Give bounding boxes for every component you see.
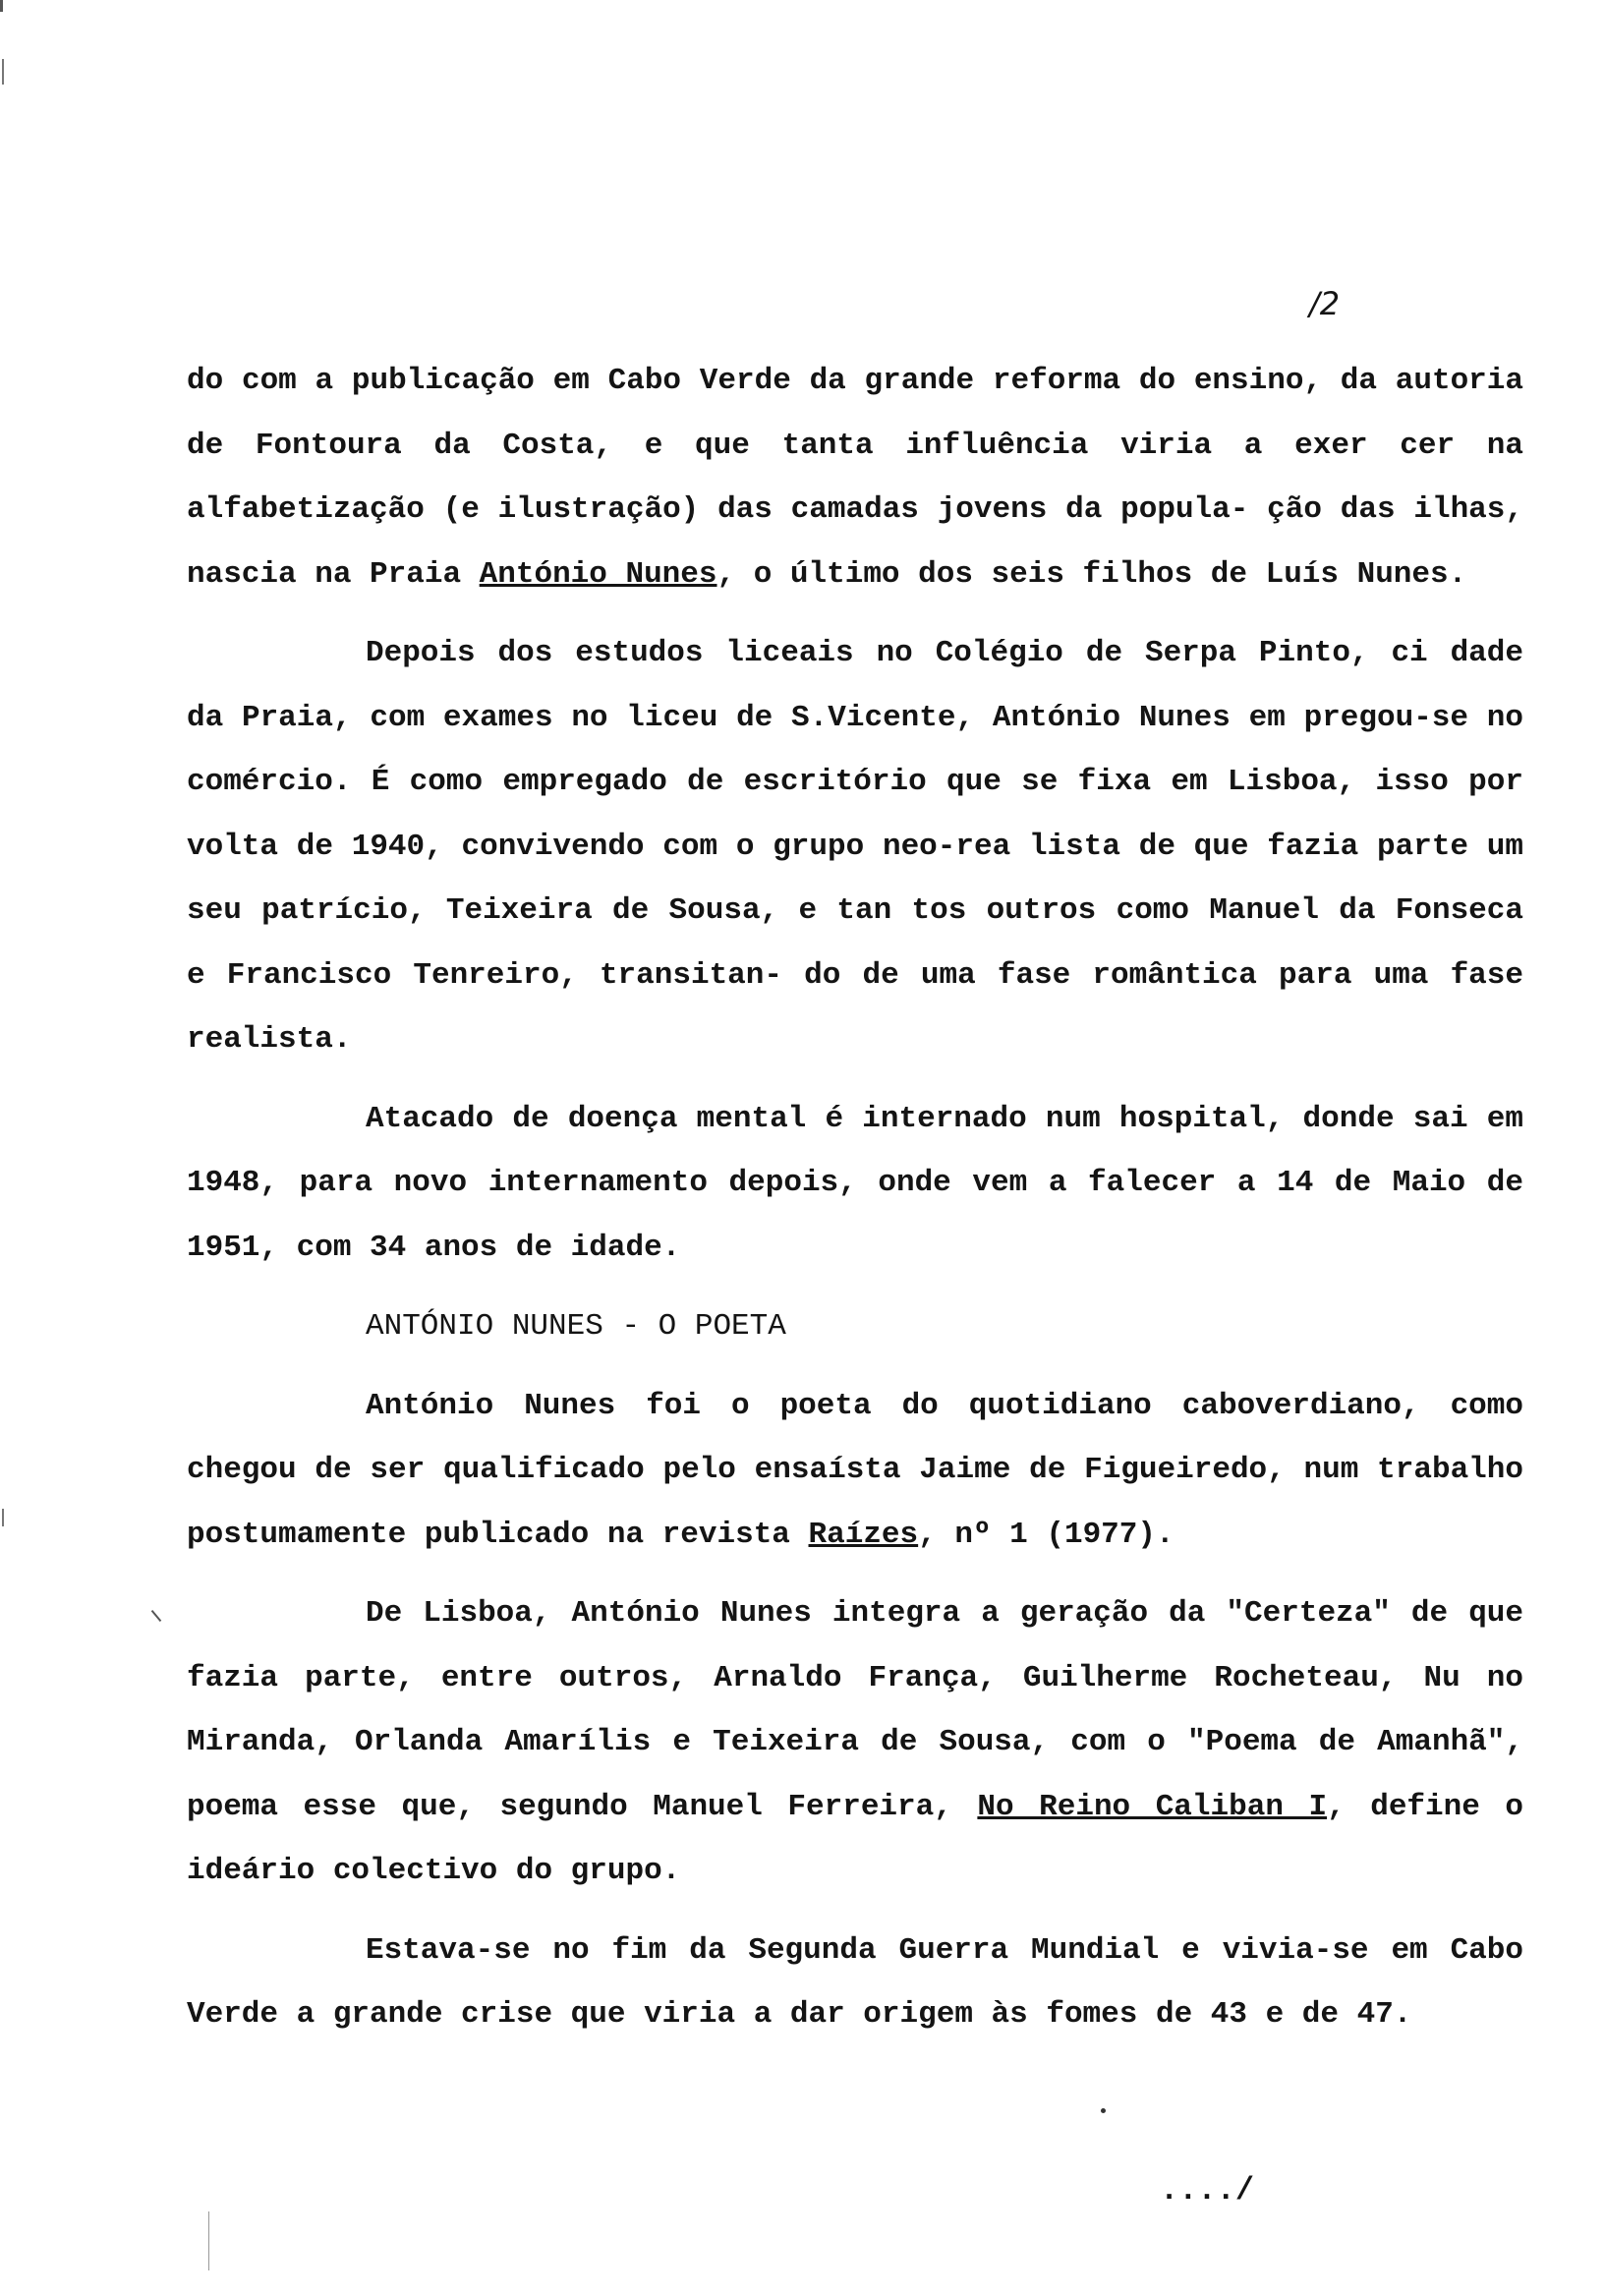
scan-mark-left-top bbox=[2, 59, 4, 85]
scan-mark-corner bbox=[0, 0, 3, 12]
underlined-name-antonio-nunes: António Nunes bbox=[479, 556, 717, 592]
paragraph-5 bbox=[187, 1581, 1523, 1904]
section-heading: ANTÓNIO NUNES - O POETA bbox=[366, 1309, 786, 1344]
scan-mark-left-middle bbox=[2, 1509, 4, 1526]
paragraph-1-text-a: do com a publicação em Cabo Verde da grande reforma do ensino, da autoria de Fontoura da Costa, e que tanta influência viria a exer cer na alfabetização (e ilustração) das camadas jovens da popula- ção das ilhas, nascia na Praia bbox=[187, 364, 1523, 592]
paragraph-4 bbox=[187, 1374, 1523, 1568]
paragraph-5-text-a: De Lisboa, António Nunes integra a geração da "Certeza" de que fazia parte, entre outros, Arnaldo França, Guilherme Rocheteau, Nu no Miranda, Orlanda Amarílis e Teixeira de Sousa, com o "Poema de Amanhã", poema esse que, segundo Manuel Ferreira, bbox=[187, 1596, 1523, 1824]
paragraph-3: Atacado de doença mental é internado num hospital, donde sai em 1948, para novo internamento depois, onde vem a falecer a 14 de Maio de 1951, com 34 anos de idade. bbox=[187, 1101, 1523, 1265]
paragraph-1 bbox=[187, 349, 1523, 606]
continuation-mark: ..../ bbox=[1160, 2172, 1255, 2209]
paragraph-2: Depois dos estudos liceais no Colégio de Serpa Pinto, ci dade da Praia, com exames no liceu de S.Vicente, António Nunes em pregou-se no comércio. É como empregado de escritório que se fixa em Lisboa, isso por volta de 1940, convivendo com o grupo neo-rea lista de que fazia parte um seu patrício, Teixeira de Sousa, e tan tos outros como Manuel da Fonseca e Francisco Tenreiro, transitan- do de uma fase romântica para uma fase realista. bbox=[187, 636, 1523, 1057]
paragraph-4-text-a: António Nunes foi o poeta do quotidiano caboverdiano, como chegou de ser qualificado pelo ensaísta Jaime de Figueiredo, num trabalho postumamente publicado na revista bbox=[187, 1388, 1523, 1552]
paragraph-1-text-b: , o último dos seis filhos de Luís Nunes. bbox=[716, 556, 1467, 592]
ink-dot bbox=[1101, 2108, 1106, 2113]
pen-tick bbox=[151, 1610, 162, 1622]
paragraph-4-text-b: , nº 1 (1977). bbox=[918, 1517, 1174, 1552]
document-body bbox=[187, 349, 1523, 2062]
scan-mark-bottom-left bbox=[208, 2211, 209, 2270]
paragraph-6: Estava-se no fim da Segunda Guerra Mundial e vivia-se em Cabo Verde a grande crise que viria a dar origem às fomes de 43 e de 47. bbox=[187, 1932, 1523, 2032]
underlined-journal-raizes: Raízes bbox=[808, 1517, 919, 1552]
underlined-book-title: No Reino Caliban I bbox=[977, 1789, 1328, 1824]
page-number: /2 bbox=[1309, 285, 1341, 322]
paragraph-5-text-b: , define o ideário colectivo do grupo. bbox=[187, 1789, 1523, 1888]
